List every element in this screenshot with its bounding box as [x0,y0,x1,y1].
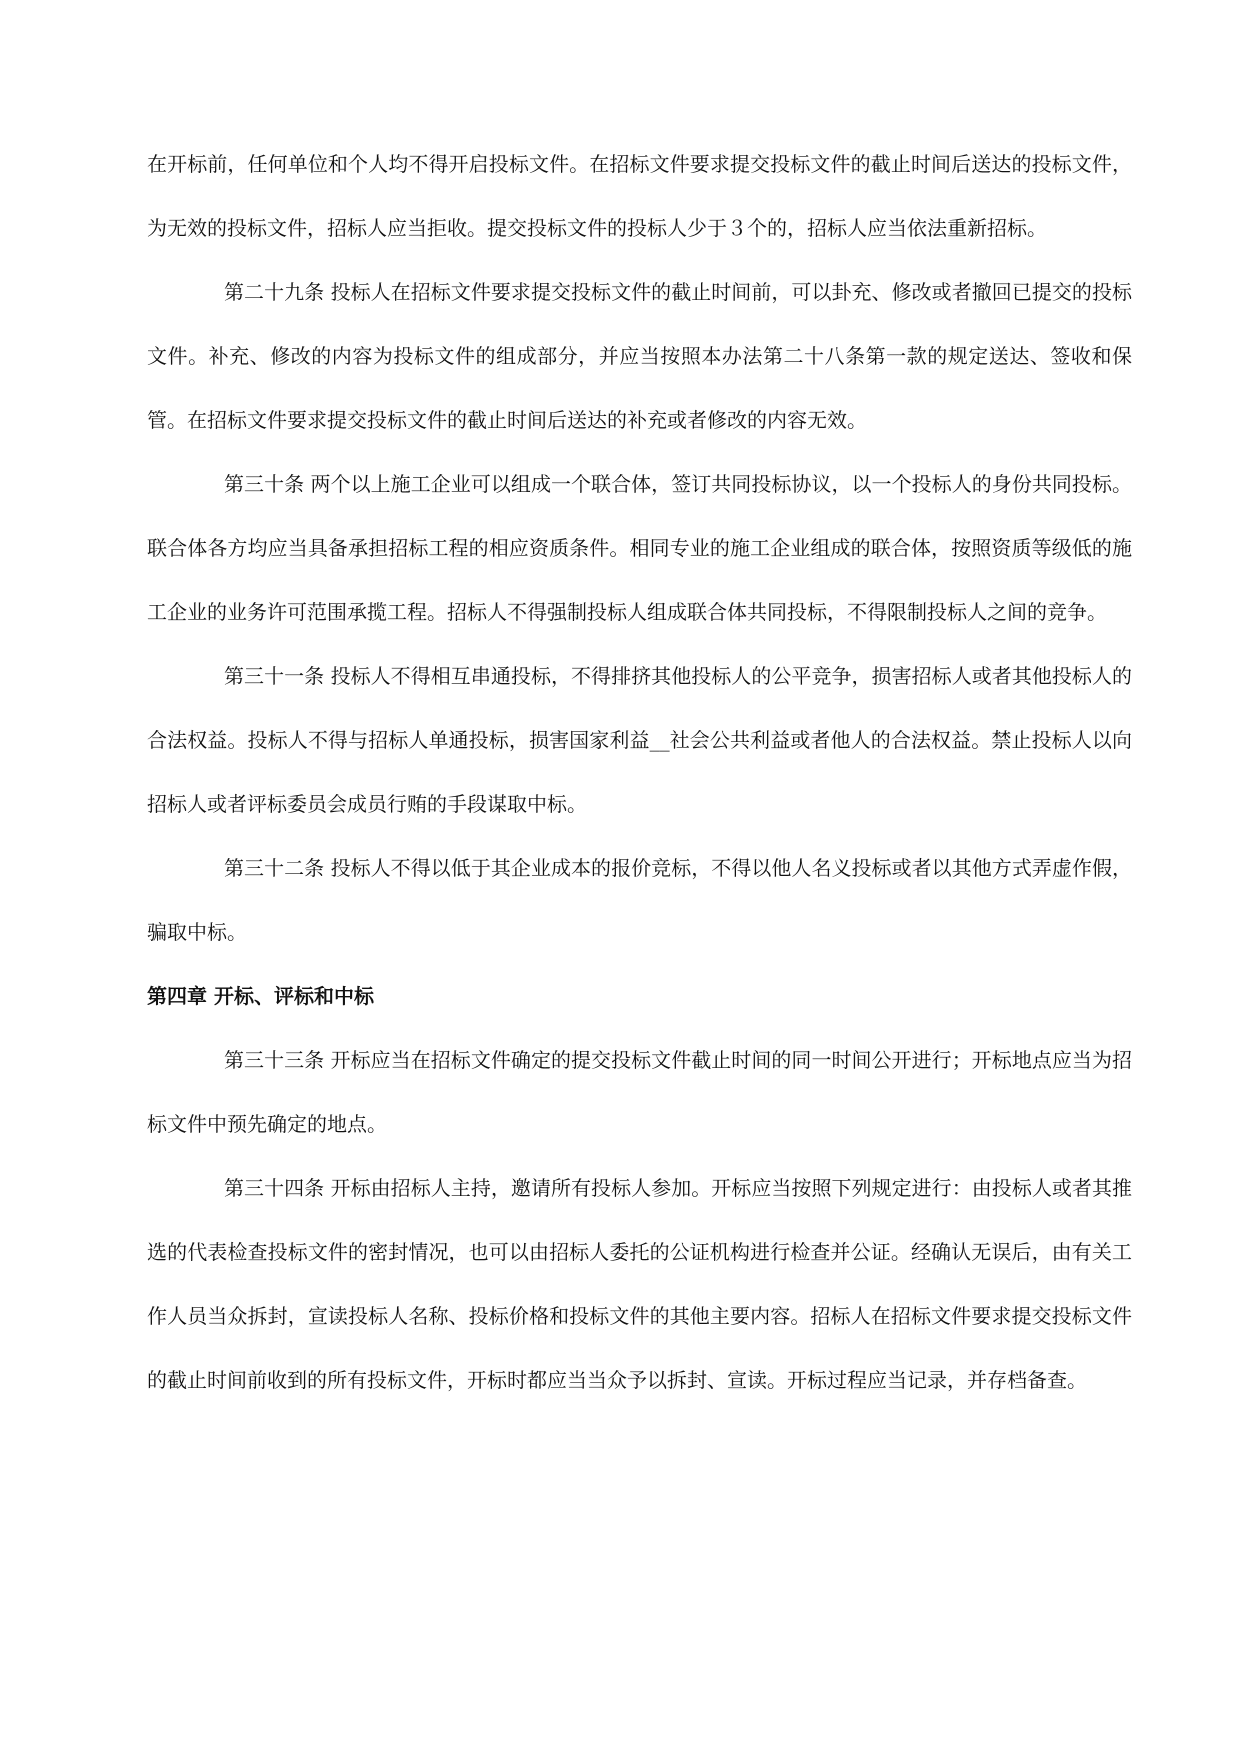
article-33: 第三十三条 开标应当在招标文件确定的提交投标文件截止时间的同一时间公开进行；开标地点应当为招标文件中预先确定的地点。 [147,1048,1132,1136]
article-32: 第三十二条 投标人不得以低于其企业成本的报价竞标，不得以他人名义投标或者以其他方式弄虚作假，骗取中标。 [147,856,1132,944]
article-29: 第二十九条 投标人在招标文件要求提交投标文件的截止时间前，可以卦充、修改或者撤回已提交的投标文件。补充、修改的内容为投标文件的组成部分，并应当按照本办法第二十八条第一款的规定送达、签收和保管。在招标文件要求提交投标文件的截止时间后送达的补充或者修改的内容无效。 [147,280,1132,432]
article-34: 第三十四条 开标由招标人主持，邀请所有投标人参加。开标应当按照下列规定进行：由投标人或者其推选的代表检查投标文件的密封情况，也可以由招标人委托的公证机构进行检查并公证。经确认无误后，由有关工作人员当众拆封，宣读投标人名称、投标价格和投标文件的其他主要内容。招标人在招标文件要求提交投标文件的截止时间前收到的所有投标文件，开标时都应当当众予以拆封、宣读。开标过程应当记录，并存档备查。 [147,1176,1132,1392]
article-31: 第三十一条 投标人不得相互串通投标，不得排挤其他投标人的公平竞争，损害招标人或者其他投标人的合法权益。投标人不得与招标人单通投标，损害国家利益__社会公共利益或者他人的合法权益。禁止投标人以向招标人或者评标委员会成员行贿的手段谋取中标。 [147,664,1132,816]
chapter-heading: 第四章 开标、评标和中标 [147,984,374,1008]
article-30: 第三十条 两个以上施工企业可以组成一个联合体，签订共同投标协议，以一个投标人的身份共同投标。联合体各方均应当具备承担招标工程的相应资质条件。相同专业的施工企业组成的联合体，按照资质等级低的施工企业的业务许可范围承揽工程。招标人不得强制投标人组成联合体共同投标，不得限制投标人之间的竞争。 [147,472,1132,624]
document-page [147,132,1132,1412]
paragraph-continuation: 在开标前，任何单位和个人均不得开启投标文件。在招标文件要求提交投标文件的截止时间后送达的投标文件，为无效的投标文件，招标人应当拒收。提交投标文件的投标人少于３个的，招标人应当依法重新招标。 [147,152,1132,240]
